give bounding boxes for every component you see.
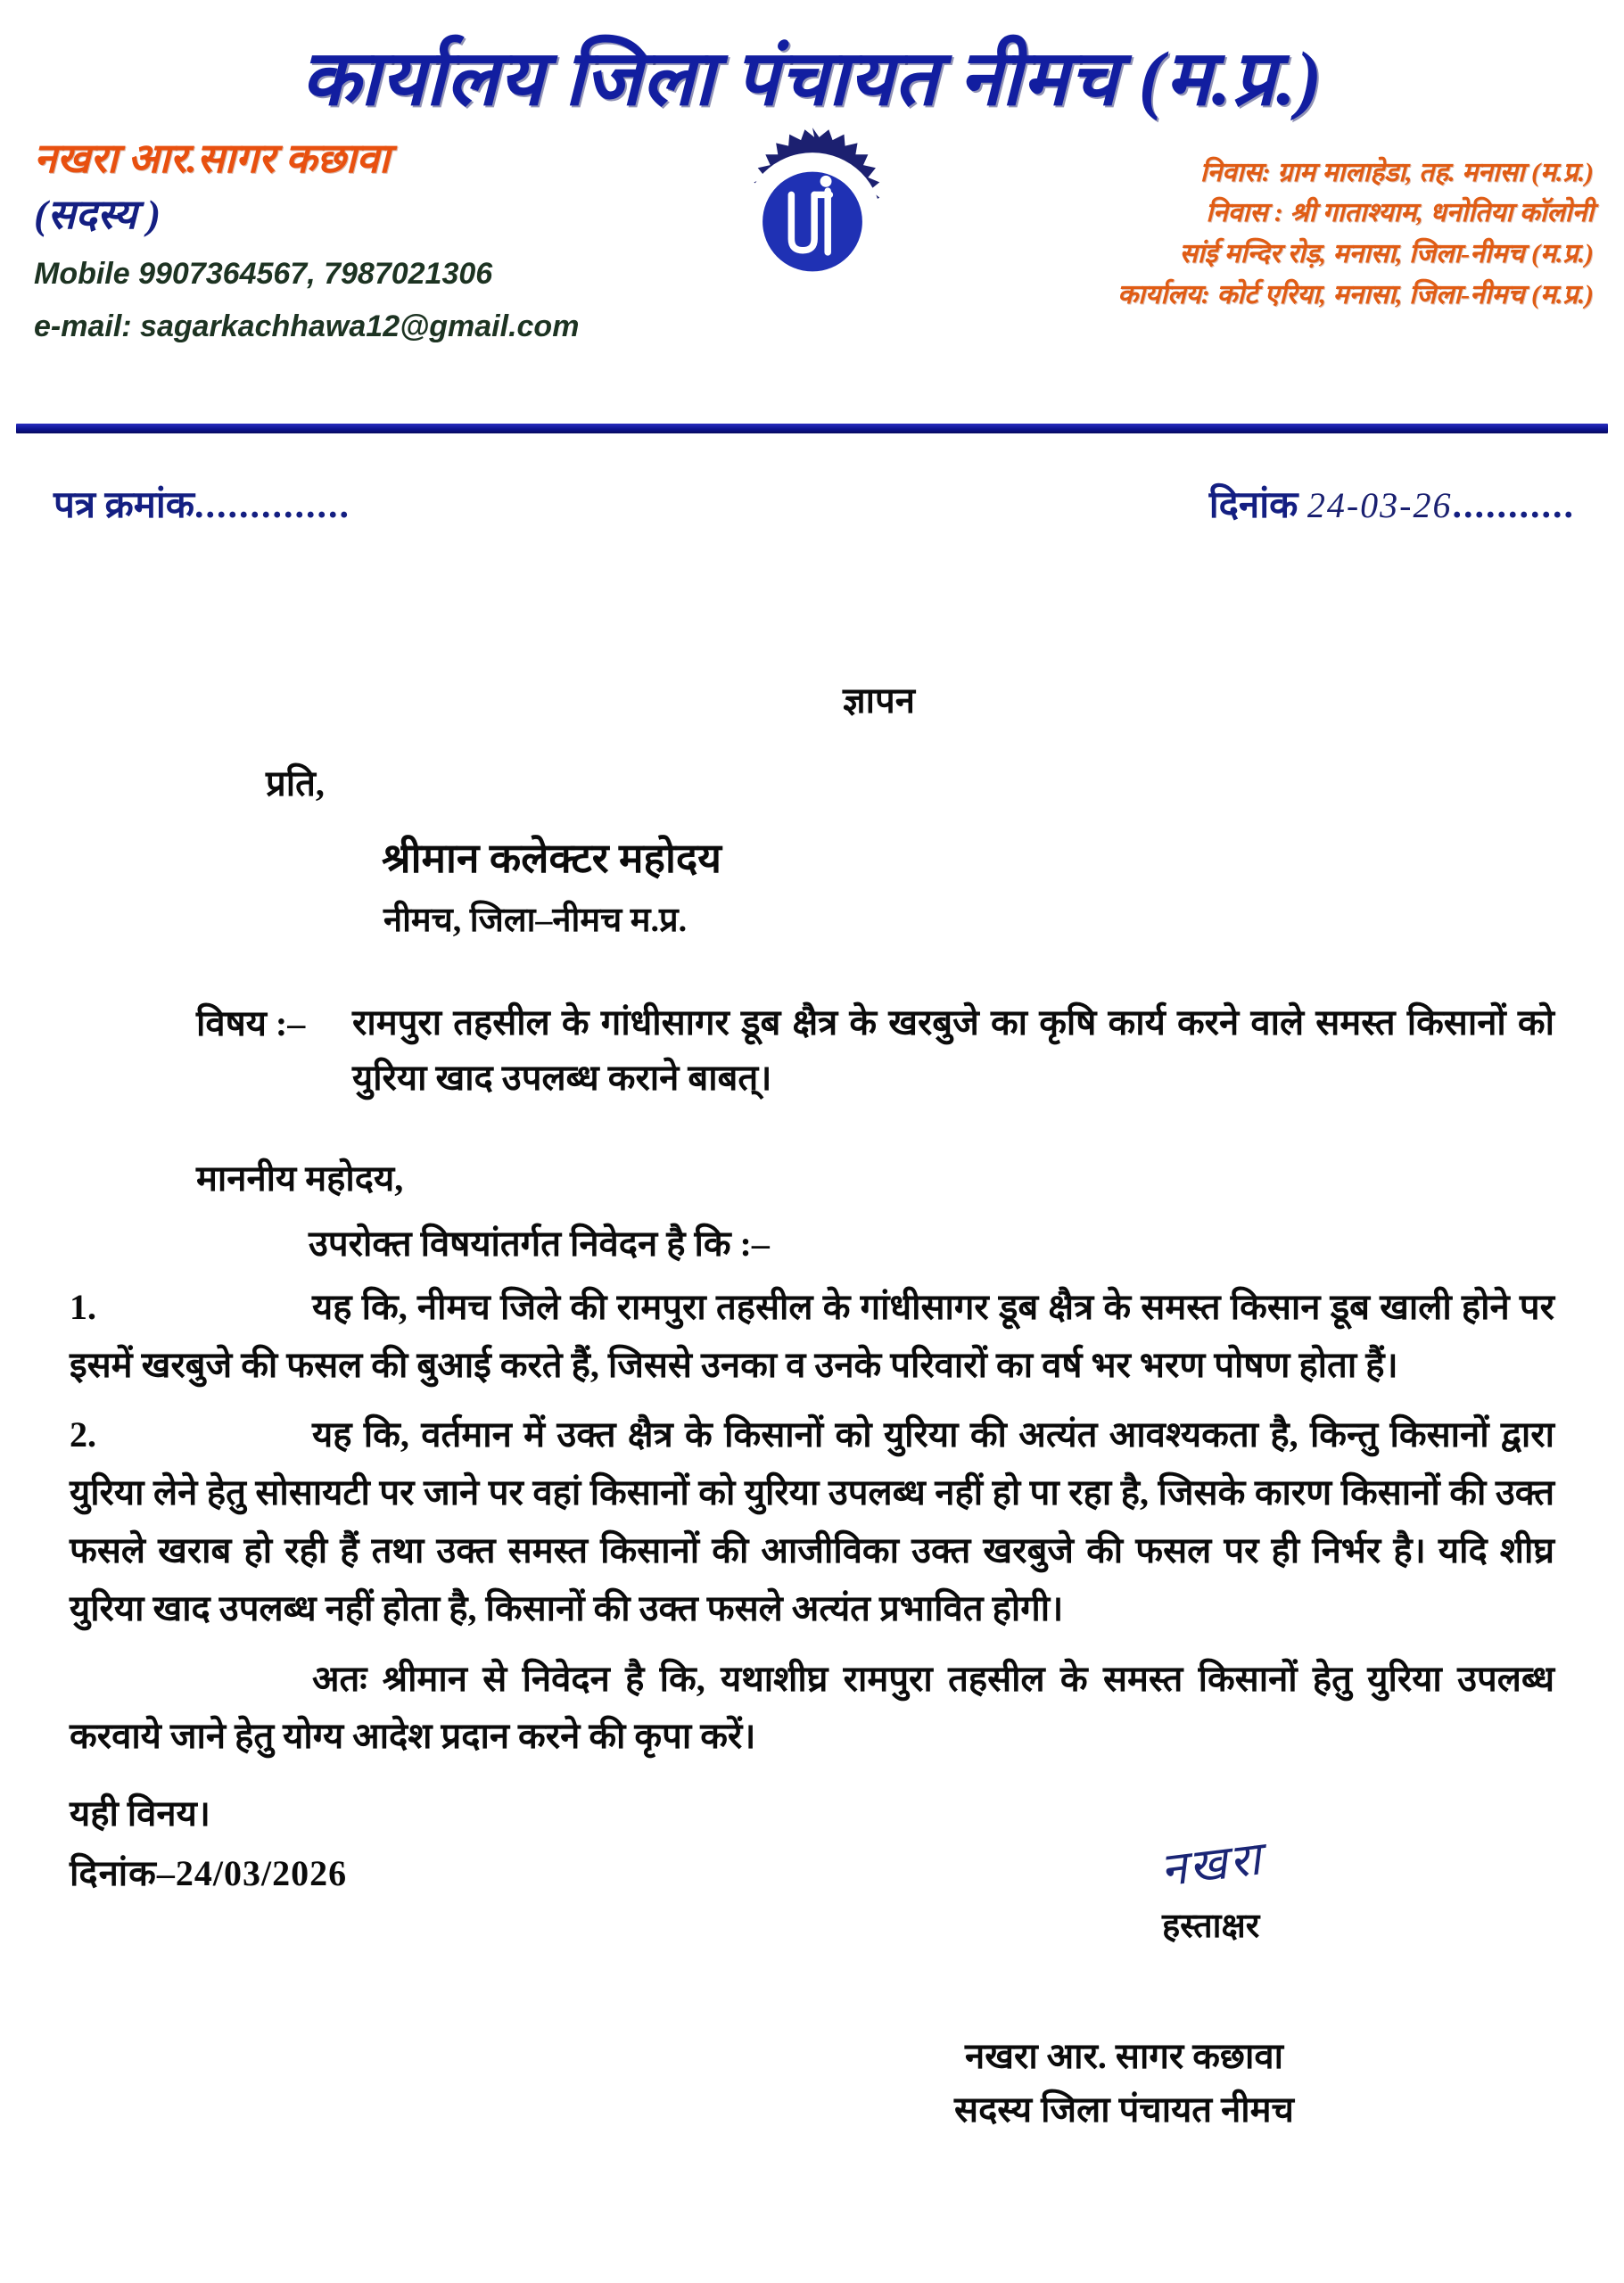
letterhead	[0, 0, 1624, 433]
letter-number-label: पत्र क्रमांक	[54, 484, 195, 526]
closing-block	[70, 1787, 1554, 1948]
request-paragraph: अतः श्रीमान से निवेदन है कि, यथाशीघ्र रामपुरा तहसील के समस्त किसानों हेतु युरिया उपलब्ध करवाये जाने हेतु योग्य आदेश प्रदान करने की कृपा करें।	[70, 1658, 1554, 1757]
intro-line: उपरोक्त विषयांतर्गत निवेदन है कि :–	[309, 1223, 770, 1264]
recipient-address: नीमच, जिला–नीमच म.प्र.	[383, 901, 688, 939]
memo-title	[70, 674, 1554, 723]
paragraph-2-text: यह कि, वर्तमान में उक्त क्षैत्र के किसानों को युरिया की अत्यंत आवश्यकता है, किन्तु किसानों द्वारा युरिया लेने हेतु सोसायटी पर जाने पर वहां किसानों को युरिया उपलब्ध नहीं हो पा रहा है, जिसके कारण किसानों की उक्त फसले खराब हो रही हैं तथा उक्त समस्त किसानों की आजीविका उक्त खरबुजे की फसल पर ही निर्भर है। यदि शीघ्र युरिया खाद उपलब्ध नहीं होता है, किसानों की उक्त फसले अत्यंत प्रभावित होगी।	[70, 1414, 1554, 1628]
header-divider	[16, 424, 1608, 433]
to-label: प्रति,	[266, 762, 325, 804]
paragraph-1-number: 1.	[70, 1286, 96, 1327]
subject-row	[70, 995, 1554, 1106]
signer-block	[70, 2030, 1554, 2137]
date-dots: ...........	[1452, 484, 1575, 526]
address-line-4: कार्यालय: कोर्ट एरिया, मनासा, जिला-नीमच (म.प्र.)	[1117, 279, 1594, 309]
paragraph-2	[70, 1406, 1554, 1637]
closing-line: यही विनय।	[70, 1793, 210, 1834]
signature-label: हस्ताक्षर	[1162, 1908, 1260, 1946]
paragraph-1-text: यह कि, नीमच जिले की रामपुरा तहसील के गांधीसागर डूब क्षैत्र के समस्त किसान डूब खाली होने पर इसमें खरबुजे की फसल की बुआई करते हैं, जिससे उनका व उनके परिवारों का वर्ष भर भरण पोषण होता हैं।	[70, 1286, 1554, 1385]
address-line-3: सांई मन्दिर रोड़, मनासा, जिला-नीमच (म.प्र.)	[1179, 239, 1594, 269]
letter-date	[1209, 478, 1575, 529]
letterhead-address-block	[969, 152, 1594, 315]
member-designation: (सदस्य )	[34, 192, 161, 238]
email-line: e-mail: sagarkachhawa12@gmail.com	[34, 309, 580, 344]
letterhead-left-block	[34, 133, 658, 348]
reference-row	[0, 478, 1624, 558]
panchayat-emblem-icon	[716, 126, 908, 317]
recipient-name: श्रीमान कलेक्टर महोदय	[382, 835, 721, 881]
letterhead-body	[0, 120, 1624, 415]
signer-designation: सदस्य जिला पंचायत नीमच	[954, 2089, 1294, 2131]
paragraph-1	[70, 1279, 1554, 1395]
office-title	[0, 0, 1624, 120]
office-title-text: कार्यालय जिला पंचायत नीमच (म.प्र.)	[301, 36, 1323, 121]
address-line-2: निवास : श्री गाताश्याम, धनोतिया कॉलोनी	[1206, 198, 1594, 228]
closing-date: दिनांक–24/03/2026	[70, 1853, 348, 1894]
signature-area	[1055, 1831, 1554, 1948]
signer-name: नखरा आर. सागर कछावा	[965, 2036, 1283, 2077]
member-name: नखरा आर.सागर कछावा	[34, 135, 390, 181]
mobile-line: Mobile 9907364567, 7987021306	[34, 257, 493, 292]
address-line-1: निवास: ग्राम मालाहेडा, तह. मनासा (म.प्र.)	[1199, 157, 1594, 187]
letter-number-dots: ..............	[194, 484, 351, 526]
date-label: दिनांक	[1208, 484, 1298, 526]
salutation: माननीय महोदय,	[196, 1158, 404, 1199]
subject-text: रामपुरा तहसील के गांधीसागर डूब क्षैत्र के खरबुजे का कृषि कार्य करने वाले समस्त किसानों को युरिया खाद उपलब्ध कराने बाबत्।	[352, 1001, 1554, 1098]
letter-body	[70, 674, 1554, 2137]
handwritten-signature: नखरा	[1158, 1834, 1266, 1898]
subject-label: विषय :–	[196, 1002, 306, 1043]
letter-number	[54, 478, 350, 529]
memo-title-text: ज्ञापन	[843, 680, 915, 721]
paragraph-2-number: 2.	[70, 1414, 96, 1455]
date-value-handwritten: 24-03-26	[1307, 484, 1453, 525]
